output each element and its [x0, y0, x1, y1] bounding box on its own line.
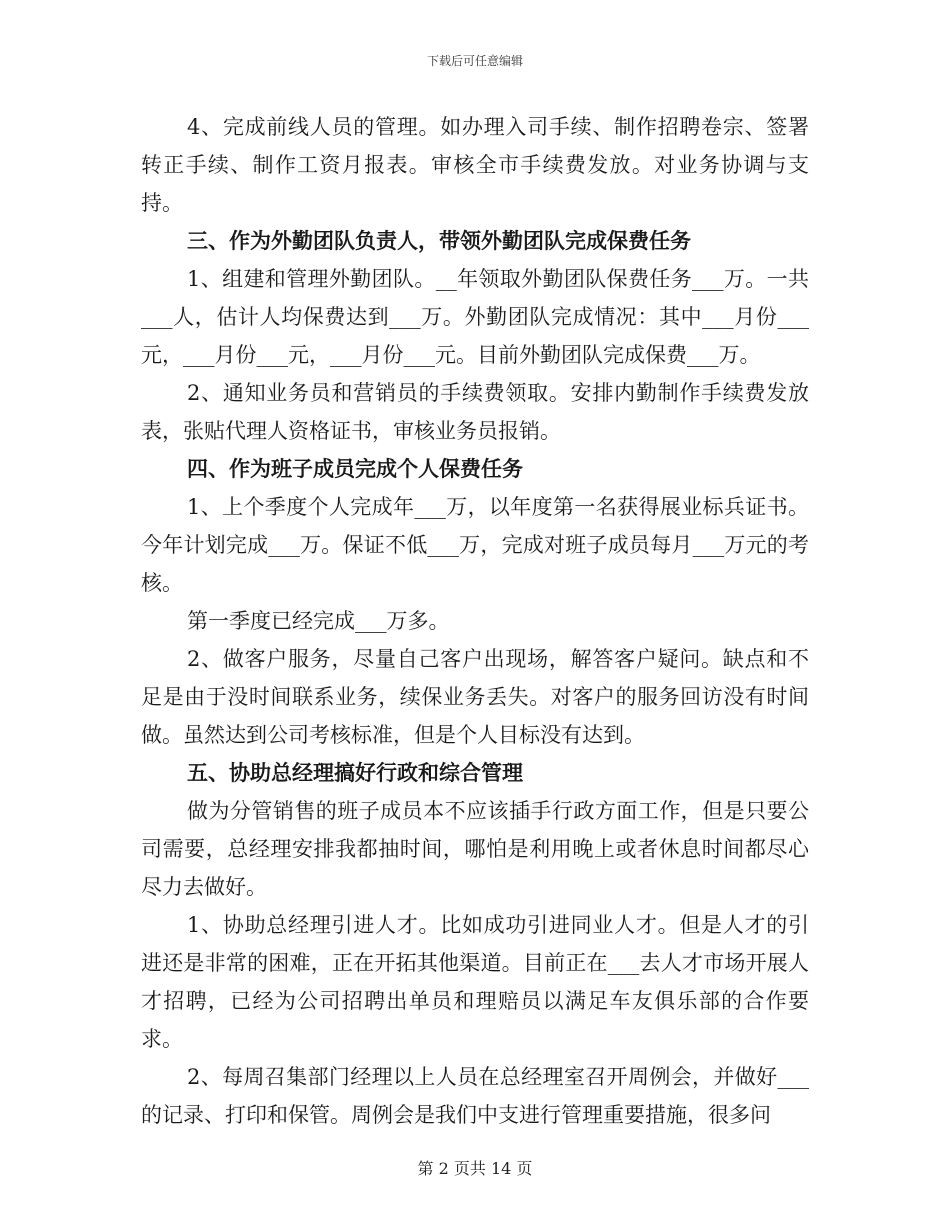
paragraph-2-customer-service: 2、做客户服务，尽量自己客户出现场，解答客户疑问。缺点和不足是由于没时间联系业务，续保业务丢失。对客户的服务回访没有时间做。虽然达到公司考核标准，但是个人目标没有达到。 — [141, 647, 809, 747]
paragraph-2-weekly-meeting: 2、每周召集部门经理以上人员在总经理室召开周例会，并做好___的记录、打印和保管。周例会是我们中支进行管理重要措施，很多问 — [141, 1065, 809, 1127]
paragraph-first-quarter: 第一季度已经完成___万多。 — [187, 609, 450, 633]
paragraph-admin-intro: 做为分管销售的班子成员本不应该插手行政方面工作，但是只要公司需要，总经理安排我都抽时间，哪怕是利用晚上或者休息时间都尽心尽力去做好。 — [141, 799, 809, 899]
paragraph-2-commission: 2、通知业务员和营销员的手续费领取。安排内勤制作手续费发放表，张贴代理人资格证书，审核业务员报销。 — [141, 381, 809, 443]
section-heading-5: 五、协助总经理搞好行政和综合管理 — [187, 760, 523, 785]
paragraph-1-personal-premium: 1、上个季度个人完成年___万，以年度第一名获得展业标兵证书。今年计划完成___万。保证不低___万，完成对班子成员每月___万元的考核。 — [141, 495, 809, 595]
page-footer-number: 第 2 页共 14 页 — [417, 1159, 533, 1178]
document-body — [141, 108, 809, 1134]
paragraph-1-talent: 1、协助总经理引进人才。比如成功引进同业人才。但是人才的引进还是非常的困难，正在开拓其他渠道。目前正在___去人才市场开展人才招聘，已经为公司招聘出单员和理赔员以满足车友俱乐部的合作要求。 — [141, 913, 809, 1051]
section-heading-3: 三、作为外勤团队负责人，带领外勤团队完成保费任务 — [187, 228, 691, 253]
paragraph-4-frontline-management: 4、完成前线人员的管理。如办理入司手续、制作招聘卷宗、签署转正手续、制作工资月报表。审核全市手续费发放。对业务协调与支持。 — [141, 115, 809, 215]
page-header-note: 下载后可任意编辑 — [426, 54, 523, 68]
section-heading-4: 四、作为班子成员完成个人保费任务 — [187, 456, 523, 481]
paragraph-1-field-team: 1、组建和管理外勤团队。__年领取外勤团队保费任务___万。一共___人，估计人均保费达到___万。外勤团队完成情况：其中___月份___元，___月份___元，___月份___元。目前外勤团队完成保费___万。 — [141, 267, 809, 367]
